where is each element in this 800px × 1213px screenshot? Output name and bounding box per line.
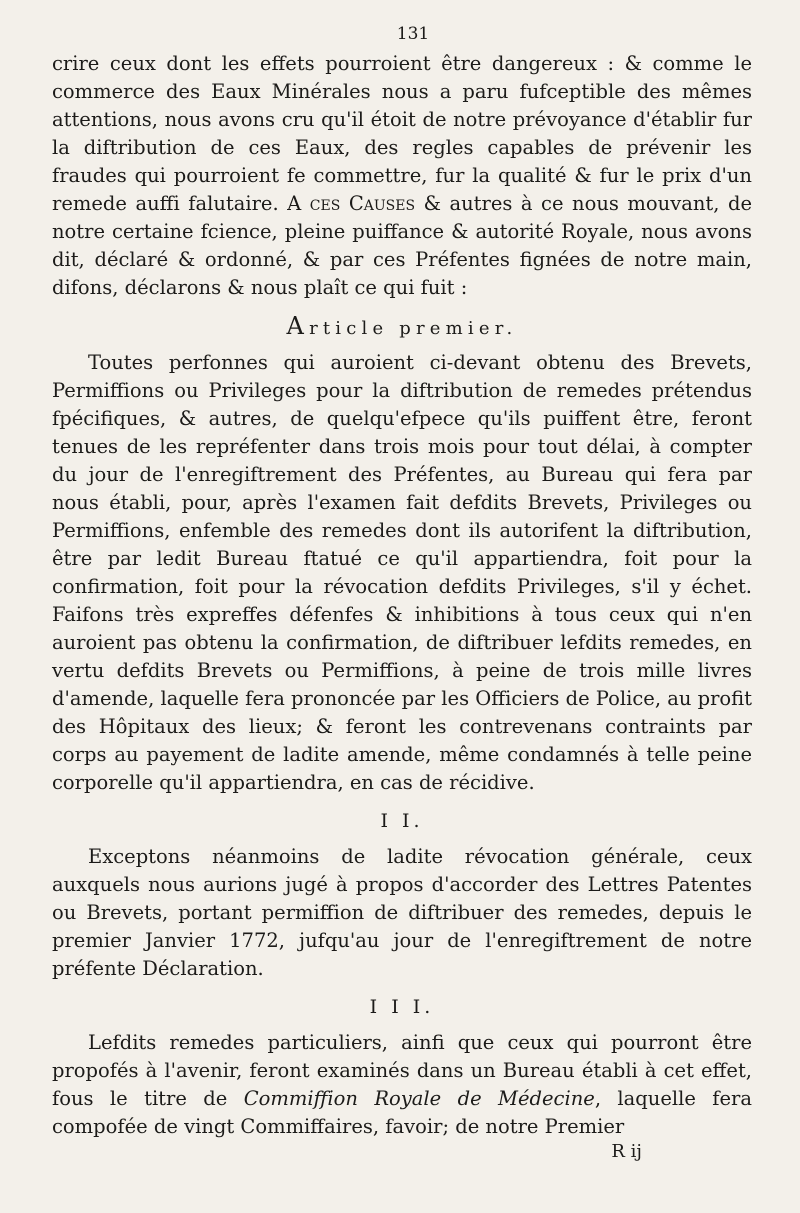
section-3-text-end: , laquelle fera compofée de vingt Commiffaires, favoir; de notre Premier bbox=[52, 1087, 752, 1138]
article-heading bbox=[52, 312, 752, 343]
section-3-text bbox=[52, 1029, 752, 1141]
article-heading-rest: rticle premier. bbox=[309, 318, 518, 339]
signature-mark: R ij bbox=[611, 1141, 642, 1162]
document-page bbox=[52, 24, 752, 1163]
page-number: 131 bbox=[396, 24, 430, 44]
intro-small-caps: ces Causes bbox=[309, 192, 416, 215]
section-2-number: I I. bbox=[380, 810, 424, 832]
section-3-number: I I I. bbox=[369, 996, 435, 1018]
article-heading-initial: A bbox=[286, 312, 310, 340]
intro-text-end: & autres à ce nous mouvant, de notre certaine fcience, pleine puiffance & autorité Royale, nous avons dit, déclaré & ordonné, & par ces Préfentes fignées de notre main, difons, déclarons & nous plaît ce qui fuit : bbox=[52, 192, 752, 299]
section-3-text-start: Lefdits remedes particuliers, ainfi que ceux qui pourront être propofés à l'avenir, feront examinés dans un Bureau établi à cet effet, fous le titre de bbox=[52, 1031, 752, 1110]
article-1-text: Toutes perfonnes qui auroient ci-devant obtenu des Brevets, Permiffions ou Privileges pour la diftribution de remedes prétendus fpécifiques, & autres, de quelqu'efpece qu'ils puiffent être, feront tenues de les repréfenter dans trois mois pour tout délai, à compter du jour de l'enregiftrement des Préfentes, au Bureau qui fera par nous établi, pour, après l'examen fait defdits Brevets, Privileges ou Permiffions, enfemble des remedes dont ils autorifent la diftribution, être par ledit Bureau ftatué ce qu'il appartiendra, foit pour la confirmation, foit pour la révocation defdits Privileges, s'il y échet. Faifons très expreffes défenfes & inhibitions à tous ceux qui n'en auroient pas obtenu la confirmation, de diftribuer lefdits remedes, en vertu defdits Brevets ou Permiffions, à peine de trois mille livres d'amende, laquelle fera prononcée par les Officiers de Police, au profit des Hôpitaux des lieux; & feront les contrevenans contraints par corps au payement de ladite amende, même condamnés à telle peine corporelle qu'il appartiendra, en cas de récidive. bbox=[52, 351, 752, 794]
section-2-text: Exceptons néanmoins de ladite révocation générale, ceux auxquels nous aurions jugé à propos d'accorder des Lettres Patentes ou Brevets, portant permiffion de diftribuer des remedes, depuis le premier Janvier 1772, jufqu'au jour de l'enregiftrement de notre préfente Déclaration. bbox=[52, 845, 752, 980]
intro-text-start: crire ceux dont les effets pourroient être dangereux : & comme le commerce des Eaux Minérales nous a paru fufceptible des mêmes attentions, nous avons cru qu'il étoit de notre prévoyance d'établir fur la diftribution de ces Eaux, des regles capables de prévenir les fraudes qui pourroient fe commettre, fur la qualité & fur le prix d'un remede auffi falutaire. A bbox=[52, 52, 752, 215]
intro-paragraph bbox=[52, 50, 752, 302]
section-3-commission-title: Commiffion Royale de Médecine bbox=[243, 1087, 595, 1110]
